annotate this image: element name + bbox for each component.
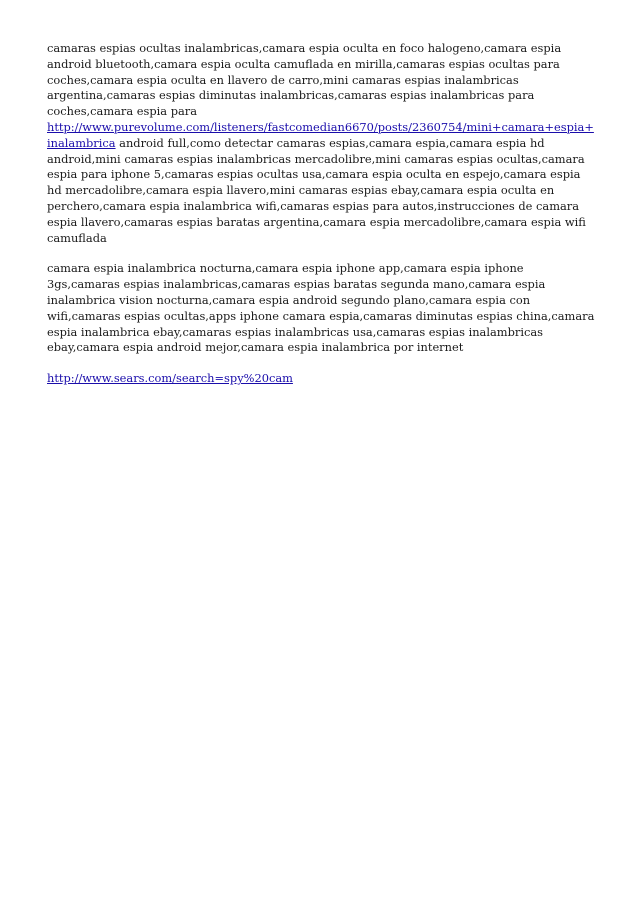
paragraph-1 bbox=[47, 41, 595, 246]
paragraph-1-text-end: android full,como detectar camaras espias,camara espia,camara espia hd android,mini camaras espias inalambricas mercadolibre,mini camaras espias ocultas,camara espia para iphone 5,camaras espias ocultas usa,camara espia oculta en espejo,camara espia hd mercadolibre,camara espia llavero,mini camaras espias ebay,camara espia oculta en perchero,camara espia inalambrica wifi,camaras espias para autos,instrucciones de camara espia llavero,camaras espias baratas argentina,camara espia mercadolibre,camara espia wifi camuflada bbox=[47, 135, 586, 245]
document-body bbox=[47, 41, 595, 402]
sears-link[interactable]: http://www.sears.com/search=spy%20cam bbox=[47, 371, 293, 386]
paragraph-3 bbox=[47, 371, 595, 387]
paragraph-1-text-start: camaras espias ocultas inalambricas,camara espia oculta en foco halogeno,camara espia android bluetooth,camara espia oculta camuflada en mirilla,camaras espias ocultas para coches,camara espia oculta en llavero de carro,mini camaras espias inalambricas argentina,camaras espias diminutas inalambricas,camaras espias inalambricas para coches,camara espia para bbox=[47, 41, 562, 119]
paragraph-2-text: camara espia inalambrica nocturna,camara espia iphone app,camara espia iphone 3gs,camaras espias inalambricas,camaras espias baratas segunda mano,camara espia inalambrica vision nocturna,camara espia android segundo plano,camara espia con wifi,camaras espias ocultas,apps iphone camara espia,camaras diminutas espias china,camara espia inalambrica ebay,camaras espias inalambricas usa,camaras espias inalambricas ebay,camara espia android mejor,camara espia inalambrica por internet bbox=[47, 261, 595, 355]
purevolume-link[interactable]: http://www.purevolume.com/listeners/fastcomedian6670/posts/2360754/mini+camara+espia+inalambrica bbox=[47, 119, 594, 150]
paragraph-2 bbox=[47, 261, 595, 356]
